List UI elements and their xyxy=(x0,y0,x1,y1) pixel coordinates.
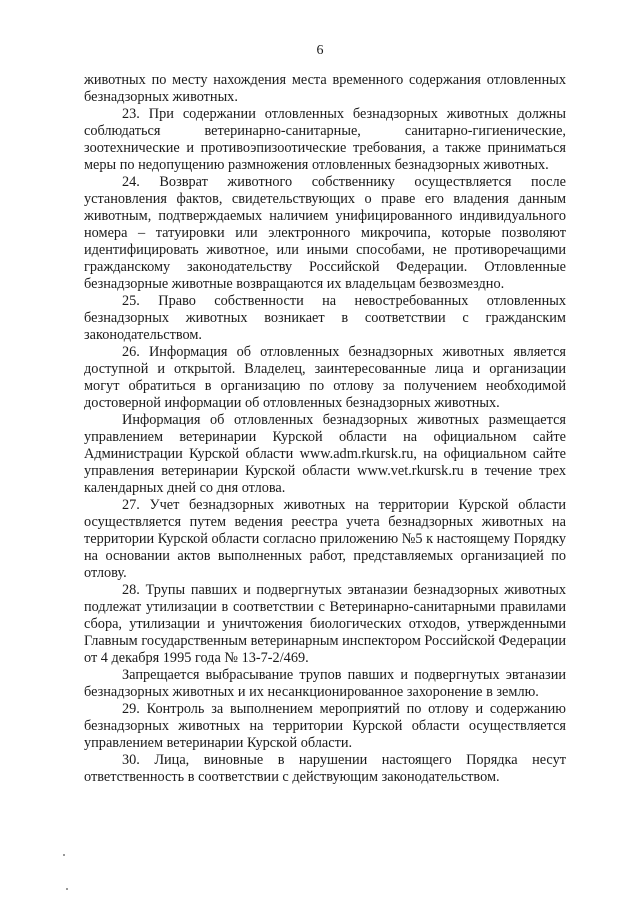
document-body xyxy=(84,72,566,786)
paragraph-25: 25. Право собственности на невостребованных отловленных безнадзорных животных возникает в соответствии с гражданским законодательством. xyxy=(84,293,566,343)
paragraph-23: 23. При содержании отловленных безнадзорных животных должны соблюдаться ветеринарно-санитарные, санитарно-гигиенические, зоотехнические и противоэпизоотические требования, а также приниматься меры по недопущению размножения отловленных безнадзорных животных. xyxy=(84,106,566,173)
paragraph-29: 29. Контроль за выполнением мероприятий по отлову и содержанию безнадзорных животных на территории Курской области осуществляется управлением ветеринарии Курской области. xyxy=(84,701,566,751)
paragraph-27: 27. Учет безнадзорных животных на территории Курской области осуществляется путем ведения реестра учета безнадзорных животных на территории Курской области согласно приложению №5 к настоящему Порядку на основании актов выполненных работ, представляемых организацией по отлову. xyxy=(84,497,566,581)
scan-speck xyxy=(66,888,68,890)
paragraph-28: 28. Трупы павших и подвергнутых эвтаназии безнадзорных животных подлежат утилизации в соответствии с Ветеринарно-санитарными правилами сбора, утилизации и уничтожения биологических отходов, утвержденными Главным государственным ветеринарным инспектором Российской Федерации от 4 декабря 1995 года № 13-7-2/469. xyxy=(84,582,566,666)
page-number: 6 xyxy=(316,43,324,58)
paragraph-continued: животных по месту нахождения места временного содержания отловленных безнадзорных животных. xyxy=(84,72,566,105)
paragraph-30: 30. Лица, виновные в нарушении настоящего Порядка несут ответственность в соответствии с действующим законодательством. xyxy=(84,752,566,785)
paragraph-28-prohibition: Запрещается выбрасывание трупов павших и подвергнутых эвтаназии безнадзорных животных и их несанкционированное захоронение в землю. xyxy=(84,667,566,700)
paragraph-24: 24. Возврат животного собственнику осуществляется после установления фактов, свидетельствующих о праве его владения данным животным, подтверждаемых наличием унифицированного индивидуального номера – татуировки или электронного микрочипа, которые позволяют идентифицировать животное, или иными способами, не противоречащими гражданскому законодательству Российской Федерации. Отловленные безнадзорные животные возвращаются их владельцам безвозмездно. xyxy=(84,174,566,292)
paragraph-26-website-info: Информация об отловленных безнадзорных животных размещается управлением ветеринарии Курской области на официальном сайте Администрации Курской области www.adm.rkursk.ru, на официальном сайте управления ветеринарии Курской области www.vet.rkursk.ru в течение трех календарных дней со дня отлова. xyxy=(84,412,566,496)
scan-speck xyxy=(63,854,65,856)
paragraph-26: 26. Информация об отловленных безнадзорных животных является доступной и открытой. Владелец, заинтересованные лица и организации могут обратиться в организацию по отлову за получением необходимой достоверной информации об отловленных безнадзорных животных. xyxy=(84,344,566,411)
